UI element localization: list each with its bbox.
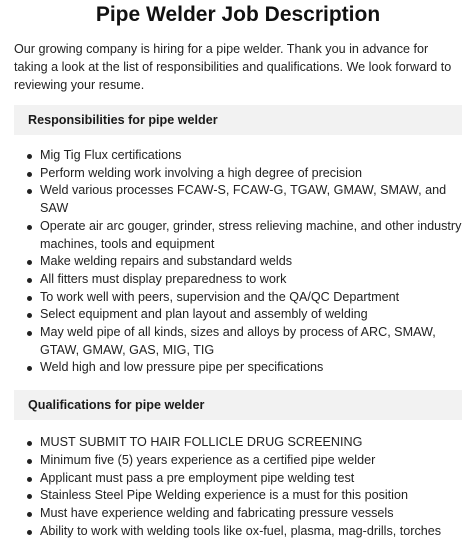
- list-item-text: Make welding repairs and substandard welds: [40, 254, 293, 269]
- page-title: Pipe Welder Job Description: [95, 3, 381, 26]
- list-item-text: To work well with peers, supervision and the QA/QC Department: [40, 289, 400, 304]
- list-item-text: Select equipment and plan layout and assembly of welding: [40, 307, 368, 322]
- list-item-text: Mig Tig Flux certifications: [40, 148, 182, 162]
- bullet-icon: [27, 366, 32, 371]
- list-item: [14, 487, 462, 505]
- list-item: [14, 505, 462, 523]
- bullet-icon: [27, 313, 32, 318]
- intro-paragraph: Our growing company is hiring for a pipe welder. Thank you in advance for taking a look at the list of responsibilities and qualifications. We look forward to reviewing your resume.: [14, 42, 452, 92]
- list-item-text: Perform welding work involving a high degree of precision: [40, 165, 363, 180]
- list-item-text: Ability to work with welding tools like ox-fuel, plasma, mag-drills, torches: [40, 523, 442, 538]
- responsibilities-list: [14, 147, 462, 377]
- list-item-text: Stainless Steel Pipe Welding experience is a must for this position: [40, 488, 408, 503]
- bullet-icon: [27, 296, 32, 301]
- list-item-text: Operate air arc gouger, grinder, stress relieving machine, and other industry machines, tools and equipment: [40, 218, 462, 251]
- list-item: [14, 271, 462, 289]
- list-item: [14, 165, 462, 183]
- bullet-icon: [27, 172, 32, 177]
- list-item: [14, 470, 462, 488]
- list-item: [14, 147, 462, 165]
- qualifications-list: [14, 434, 462, 540]
- list-item: [14, 434, 462, 452]
- responsibilities-heading: Responsibilities for pipe welder: [14, 105, 462, 135]
- list-item: [14, 452, 462, 470]
- bullet-icon: [27, 189, 32, 194]
- list-item: [14, 218, 462, 253]
- bullet-icon: [27, 154, 32, 159]
- list-item: [14, 253, 462, 271]
- bullet-icon: [27, 494, 32, 499]
- bullet-icon: [27, 278, 32, 283]
- list-item-text: Minimum five (5) years experience as a certified pipe welder: [40, 452, 376, 467]
- list-item-text: May weld pipe of all kinds, sizes and alloys by process of ARC, SMAW, GTAW, GMAW, GAS, MIG, TIG: [40, 325, 436, 357]
- bullet-icon: [27, 530, 32, 535]
- qualifications-heading: Qualifications for pipe welder: [14, 390, 462, 420]
- list-item-text: Applicant must pass a pre employment pipe welding test: [40, 470, 355, 485]
- list-item: [14, 289, 462, 307]
- list-item-text: Must have experience welding and fabricating pressure vessels: [40, 505, 394, 520]
- bullet-icon: [27, 477, 32, 482]
- list-item-text: Weld various processes FCAW-S, FCAW-G, TGAW, GMAW, SMAW, and SAW: [40, 183, 447, 216]
- list-item: [14, 359, 462, 377]
- list-item: [14, 324, 462, 359]
- bullet-icon: [27, 225, 32, 230]
- list-item: [14, 306, 462, 324]
- bullet-icon: [27, 441, 32, 446]
- list-item: [14, 182, 462, 217]
- bullet-icon: [27, 331, 32, 336]
- bullet-icon: [27, 260, 32, 265]
- list-item-text: MUST SUBMIT TO HAIR FOLLICLE DRUG SCREENING: [40, 435, 363, 450]
- bullet-icon: [27, 459, 32, 464]
- list-item: [14, 523, 462, 540]
- bullet-icon: [27, 512, 32, 517]
- list-item-text: All fitters must display preparedness to work: [40, 271, 287, 286]
- list-item-text: Weld high and low pressure pipe per specifications: [40, 360, 324, 375]
